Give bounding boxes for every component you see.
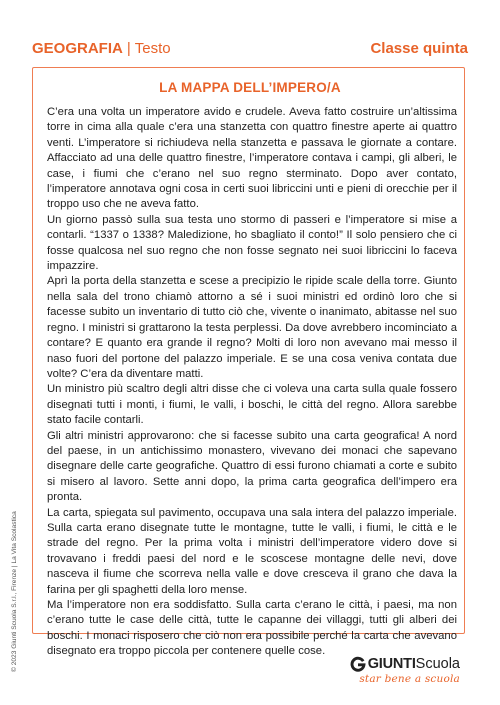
copyright-notice: © 2023 Giunti Scuola S.r.l., Firenze | La Vita Scolastica — [11, 511, 18, 672]
brand-name: GIUNTI — [367, 656, 416, 672]
subject-title: GEOGRAFIA — [32, 40, 123, 57]
publisher-logo — [338, 656, 460, 685]
paragraph: C’era una volta un imperatore avido e crudele. Aveva fatto costruire un’altissima torre in cima alla quale c’era una stanzetta con quattro finestre aperte ai quattro venti. L’imperatore si richiudeva nella stanzetta e passava le giornate a contare. Affacciato ad una delle quattro finestre, l’imperatore contava i campi, gli alberi, le case, i fiumi che c’erano nel suo regno sterminato. Dopo aver contato, l’imperatore annotava ogni cosa in certi suoi libriccini unti e pieni di orecchie per il troppo uso che ne aveva fatto. — [47, 106, 457, 211]
story-title: LA MAPPA DELL’IMPERO/A — [159, 80, 341, 95]
story-text — [47, 105, 457, 660]
giunti-g-icon — [350, 656, 366, 672]
paragraph: Un giorno passò sulla sua testa uno stormo di passeri e l’imperatore si mise a contarli. “1337 o 1338? Maledizione, ho sbagliato il conto!” Il solo pensiero che ci fosse qualcosa nel suo regno che non fosse segnato nei suoi libriccini lo faceva impazzire. — [47, 213, 457, 273]
paragraph: La carta, spiegata sul pavimento, occupava una sala intera del palazzo imperiale. Sulla carta erano disegnate tutte le montagne, tutte le valli, i fiumi, le città e le strade del regno. Per la prima volta i ministri dell’imperatore videro dove si trovavano i freddi paesi del nord e le scoscese montagne delle nevi, dove nasceva il fiume che scorreva nella valle e dove cresceva il grano che dava la farina per gli spaghetti della loro mense. — [47, 506, 457, 596]
brand-name-suffix: Scuola — [415, 656, 460, 672]
brand-tagline: star bene a scuola — [359, 673, 460, 685]
paragraph: Aprì la porta della stanzetta e scese a precipizio le ripide scale della torre. Giunto nella sala del trono chiamò attorno a sé i suoi ministri ed ordinò loro che si facesse subito un inventario di tutto ciò che, vivente o inanimato, abitasse nel suo regno. I ministri si grattarono la testa perplessi. Da dove avrebbero incominciato a contare? E quanto era grande il regno? Molti di loro non avevano mai messo il naso fuori del portone del palazzo imperiale. E se una cosa veniva contata due volte? C’era da diventare matti. — [47, 275, 457, 380]
page-header — [32, 40, 468, 60]
header-separator: | — [126, 40, 131, 57]
text-type-label: Testo — [134, 40, 171, 57]
grade-label: Classe quinta — [370, 40, 468, 57]
paragraph: Ma l’imperatore non era soddisfatto. Sulla carta c’erano le città, i paesi, ma non c’erano tutte le case delle città, tutte le capanne dei villaggi, tutti gli alberi dei boschi. I monaci risposero che ciò non era possibile perché la carta che avevano disegnato era troppo piccola per contenere quelle cose. — [47, 599, 457, 658]
subject-label — [32, 40, 171, 57]
paragraph: Un ministro più scaltro degli altri disse che ci voleva una carta sulla quale fossero disegnati tutti i monti, i fiumi, le valli, i boschi, le città del regno. Allora sarebbe stato facile contarli. — [47, 383, 457, 427]
paragraph: Gli altri ministri approvarono: che si facesse subito una carta geografica! A nord del paese, in un antichissimo monastero, vivevano dei monaci che sapevano disegnare delle carte geografiche. Quattro di essi furono chiamati a corte e subito si misero al lavoro. Sette anni dopo, la prima carta geografica dell’impero era pronta. — [47, 429, 457, 504]
